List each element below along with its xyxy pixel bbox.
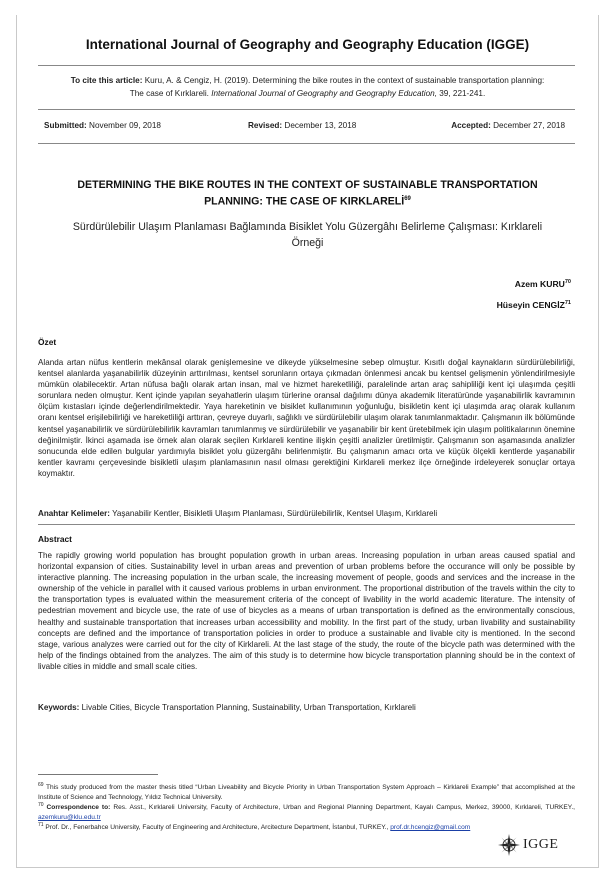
title-line-2: PLANNING: THE CASE OF KIRKLARELİ bbox=[204, 195, 405, 208]
author-1 bbox=[515, 279, 571, 289]
email-link[interactable]: prof.dr.hcengiz@gmail.com bbox=[390, 824, 471, 832]
footnote-separator bbox=[38, 774, 158, 775]
divider bbox=[38, 143, 575, 144]
ozet-heading: Özet bbox=[38, 337, 57, 347]
accepted-date bbox=[451, 121, 565, 130]
divider bbox=[38, 524, 575, 525]
footnote-number: 71 bbox=[38, 822, 44, 828]
footnote-71 bbox=[38, 821, 575, 833]
keywords bbox=[38, 703, 575, 712]
revised-date bbox=[248, 121, 356, 130]
title-line-1: DETERMINING THE BIKE ROUTES IN THE CONTEXT OF SUSTAINABLE TRANSPORTATION bbox=[77, 179, 538, 191]
footnote-text: Prof. Dr., Fenerbahce University, Faculty of Engineering and Architecture, Arcitecture Department, İstanbul, TURKEY., bbox=[43, 824, 391, 832]
accepted-label: Accepted: bbox=[451, 121, 491, 130]
author-footnote-ref[interactable]: 71 bbox=[564, 300, 571, 307]
keywords-text: Livable Cities, Bicycle Transportation Planning, Sustainability, Urban Transportation, Kırklareli bbox=[79, 703, 416, 712]
submitted-label: Submitted: bbox=[44, 121, 87, 130]
abstract-text: The rapidly growing world population has brought population growth in urban areas. Increasing population in urban areas caused spatial and horizontal expansion of cities. Sustainability level in urban areas and prevention of urban problems before the occurance will only be possible by interactive planning. The increasing population in the urban scale, the increasing movement of people, goods and services and the increase in the ownership of the vehicle in parallel with it caused various problems in urban environment. The proportional distribution of the travels within the city to the transportation types is evaluated within the measurement criteria of the concept of livability in the world academic literature. The intensity of pedestrian movement and bicycle use, the rate of use of bicycles as a means of urban transportation is defined as the environmentally conscious, healthy and sustainable transportation that increases urban accessibility and mobility. In the first part of the study, urban livability and sustainability concepts are defined and the importance of transportation policies in order to produce a sustainable and livable city is mentioned. In the second stage, various analyzes were carried out for the city of Kirklareli. At the last stage of the study, the route of the bicycle path was determined with the help of the findings obtained from the analyzes. The aim of this study is to determine how bicycle transportation planning should be in the context of livable cities in middle and small scale cities. bbox=[38, 551, 575, 671]
correspondence-label: Correspondence to: bbox=[46, 804, 111, 812]
footnote-text: Res. Asst., Kırklareli University, Faculty of Architecture, Urban and Regional Planning Department, Kayalı Campus, Merkez, 39000, Kırklareli, TURKEY., bbox=[110, 804, 576, 812]
journal-title: International Journal of Geography and Geography Education (IGGE) bbox=[85, 37, 530, 52]
citation bbox=[40, 74, 575, 100]
footnote-70 bbox=[38, 801, 575, 822]
footnote-69 bbox=[38, 781, 575, 802]
citation-journal: International Journal of Geography and Geography Education, bbox=[211, 89, 437, 98]
title-footnote-ref[interactable]: 69 bbox=[404, 196, 411, 202]
revised-value: December 13, 2018 bbox=[282, 121, 357, 130]
divider bbox=[38, 109, 575, 110]
anahtar-kelimeler bbox=[38, 509, 575, 518]
citation-text: Kuru, A. & Cengiz, H. (2019). Determining the bike routes in the context of sustainable transportation planning: bbox=[142, 76, 545, 85]
footnote-number: 70 bbox=[38, 802, 44, 808]
submitted-date bbox=[44, 121, 161, 130]
divider bbox=[38, 65, 575, 66]
citation-tail: 39, 221-241. bbox=[436, 89, 486, 98]
accepted-value: December 27, 2018 bbox=[490, 121, 565, 130]
citation-text-2: The case of Kırklareli. bbox=[129, 89, 212, 98]
email-link[interactable]: azemkuru@klu.edu.tr bbox=[38, 813, 101, 821]
anahtar-text: Yaşanabilir Kentler, Bisikletli Ulaşım Planlaması, Sürdürülebilirlik, Kentsel Ulaşım, Kırklareli bbox=[109, 509, 438, 518]
anahtar-label: Anahtar Kelimeler: bbox=[38, 509, 110, 518]
compass-rose-icon bbox=[498, 834, 520, 856]
author-name: Azem KURU bbox=[514, 279, 565, 289]
ozet-text: Alanda artan nüfus kentlerin mekânsal olarak genişlemesine ve dikeyde yükselmesine sebep olmuştur. Kısıtlı doğal kaynakların sürdürülebilirliği, kentsel alanlarda yaşanabilirlik düzeyinin arttırılması, kentsel sorunların ortaya çıkmadan önlenmesi ancak bu kentsel gelişmenin yönlendirilmesiyle mümkün olabilecektir. Artan nüfusa bağlı olarak artan insan, mal ve hizmet hareketliliği, paralelinde artan araç sahipliliği kent içi ulaşımda çeşitli sorunlara neden olmuştur. Kent içinde yapılan seyahatlerin ulaşım türlerine oransal dağılımı dünya akademik literatüründe yaşanabilirlik kavramının ölçüm kıstasları içinde değerlendirilmektedir. Yaya hareketinin ve bisiklet kullanımının yoğunluğu, bisikletin kent içi ulaşımda araç olarak kullanım oranı kentsel erişilebilirliği ve hareketliliği arttıran, çevreye duyarlı, sağlıklı ve sürdürülebilir ulaşım olarak tanımlanmaktadır. Çalışmanın ilk bölümünde kentsel yaşanabilirlik ve sürdürülebilirlik kavramları tanımlanmış ve sürdürülebilir ve yaşanabilir bir kent üretebilmek için ulaşım politikalarının önemine değinilmiştir. İkinci aşamada ise örnek alan olarak seçilen Kırklareli kentine ilişkin çeşitli analizler üretilmiştir. Çalışmanın son aşamasında analizler sonucunda elde edilen bulgular yardımıyla bisiklet yolu güzergâhı belirlenmiştir. Bu çalışmanın amacı orta ve küçük ölçekli kentlerde yaşanabilir kentler kavramı çerçevesinde bisikletli ulaşım planlamasının nasıl olması gerektiğini Kırklareli merkez ilçe örneğinde irdeleyerek sonuçlar ortaya koymaktır. bbox=[38, 358, 575, 478]
footnote-number: 69 bbox=[38, 782, 44, 788]
submitted-value: November 09, 2018 bbox=[86, 121, 161, 130]
article-title-turkish: Sürdürülebilir Ulaşım Planlaması Bağlamında Bisiklet Yolu Güzergâhı Belirleme Çalışması: Kırklareli Örneği bbox=[72, 221, 543, 249]
abstract-heading: Abstract bbox=[38, 534, 72, 544]
author-2 bbox=[497, 300, 571, 310]
revised-label: Revised: bbox=[248, 121, 283, 130]
footnote-text: This study produced from the master thesis titled “Urban Liveability and Bicycle Priority in Urban Transportation System Approach – Kirklareli Example” that accomplished at the Institute of Science and Technology, Yıldız Technical University. bbox=[38, 784, 575, 801]
article-title-english bbox=[60, 178, 555, 209]
citation-label: To cite this article: bbox=[70, 76, 143, 85]
author-name: Hüseyin CENGİZ bbox=[496, 300, 565, 310]
igge-logo bbox=[498, 833, 578, 857]
author-footnote-ref[interactable]: 70 bbox=[564, 279, 571, 286]
keywords-label: Keywords: bbox=[38, 703, 80, 712]
logo-text: IGGE bbox=[523, 837, 559, 852]
